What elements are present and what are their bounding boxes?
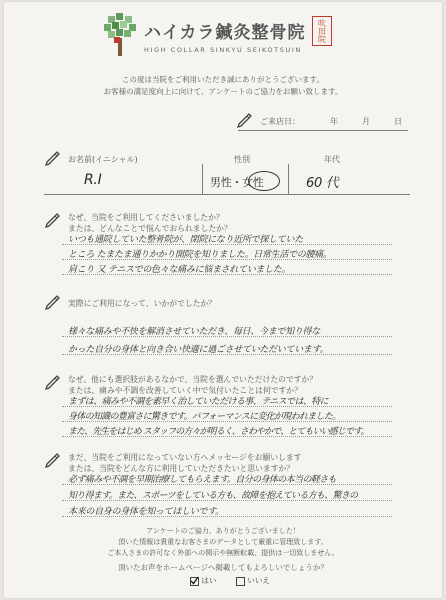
visit-month-label: 月 (362, 117, 370, 126)
q1-answer-line-3: 肩こり 又 テニスでの色々な痛みに悩まされていました。 (68, 265, 291, 275)
tree-logo-icon (100, 12, 140, 58)
checkbox-unchecked-icon[interactable] (236, 577, 245, 586)
profile-divider-1 (202, 164, 203, 194)
q4-answer-line-3: 本来の自身の身体を知ってほしいです。 (68, 507, 224, 517)
q3-question-line-1: なぜ、他にも選択肢があるなかで、当院を選んでいただけたのですか？ (68, 375, 318, 384)
q3-answer-line-1: まずは、痛みや不調を素早く治していただける事、テニスでは、特に (68, 397, 329, 407)
consent-no-label: いいえ (247, 576, 270, 585)
gender-label: 性別 (234, 155, 250, 164)
q1-question-line-1: なぜ、当院をご利用してくださいましたか？ (68, 213, 224, 222)
q4-question-line-2: または、当院をどんな方に利用していただきたいと思いますか？ (68, 464, 295, 473)
footer-thanks: アンケートのご協力、ありがとうございました！ (146, 527, 300, 535)
consent-no-option[interactable] (236, 575, 270, 586)
name-value: R.I (84, 172, 102, 188)
profile-divider-2 (288, 164, 289, 194)
visit-date-label: ご来店日： (260, 117, 300, 126)
visit-year-label: 年 (330, 117, 338, 126)
visit-date-underline (238, 130, 408, 131)
pencil-icon (44, 292, 62, 310)
pencil-icon (44, 372, 62, 390)
q1-question-line-2: または、どんなことで悩んでおられましたか？ (68, 224, 232, 233)
female-circle-mark (248, 171, 280, 191)
pencil-icon (44, 450, 62, 468)
checkbox-checked-icon[interactable] (190, 577, 199, 586)
consent-yes-option[interactable] (190, 575, 216, 586)
intro-line-1: この度は当院をご利用いただき誠にありがとうございます。 (122, 75, 324, 84)
q3-question-line-2: または、痛みや不調を改善していく中で気付いたことは何ですか？ (68, 386, 302, 395)
q4-answer-line-1: 必ず痛みや不調を早期治療してもらえます。自分の身体の本当の軽さも (68, 475, 337, 485)
footer-privacy-1: 頂いた情報は貴重なお客さまのデータとして厳重に管理致します。 (118, 538, 328, 546)
pencil-icon (44, 210, 62, 228)
profile-underline (44, 194, 410, 195)
brand-subtitle: HIGH COLLAR SINKYU SEIKOTSUIN (144, 46, 302, 54)
age-value: 60 代 (306, 176, 339, 191)
pencil-icon (44, 148, 62, 166)
consent-yes-label: はい (201, 576, 217, 585)
gender-value: 男性・女性 (210, 176, 264, 189)
q3-answer-line-2: 身体の知識の豊富さに驚きです。パフォーマンスに変化が現われました。 (68, 412, 341, 422)
consent-question: 頂いたお声をホームページへ掲載してもよろしいでしょうか？ (118, 563, 328, 572)
q4-question-line-1: まだ、当院をご利用になっていない方へメッセージをお願いします (68, 453, 302, 462)
footer-privacy-2: ご本人さまの許可なく外部への開示や無断転載、提供は一切致しません。 (107, 549, 339, 557)
branch-badge: 吹田院 (312, 16, 332, 46)
brand-title: ハイカラ鍼灸整骨院 (144, 23, 306, 43)
age-label: 年代 (324, 155, 340, 164)
name-label: お名前(イニシャル) (68, 155, 138, 164)
q4-answer-line-2: 知り得ます。また、スポーツをしている方も、故障を抱えている方も、驚きの (68, 491, 358, 501)
survey-sheet (4, 2, 442, 598)
visit-day-label: 日 (394, 117, 402, 126)
q2-question-line-1: 実際にご利用になって、いかがでしたか？ (68, 299, 216, 308)
q1-answer-line-1: いつも通院していた整骨院が、閉院になり近所で探していた (68, 235, 303, 245)
q2-answer-line-1: 様々な痛みや不快を解消させていただき、毎日、今まで知り得な (68, 327, 320, 337)
intro-line-2: お客様の満足度向上に向けて、アンケートのご協力をお願い致します。 (103, 87, 343, 96)
pencil-icon (236, 110, 254, 128)
q2-answer-line-2: かった自分の身体と向き合い快適に過ごさせていただいています。 (68, 345, 329, 355)
q3-answer-line-3: また、先生をはじめ スタッフの方々が明るく、さわやかで、とてもいい感じです。 (68, 427, 369, 437)
q1-answer-line-2: ところ たまたま通りかかり開院を知りました。日常生活での腰痛。 (68, 250, 332, 260)
